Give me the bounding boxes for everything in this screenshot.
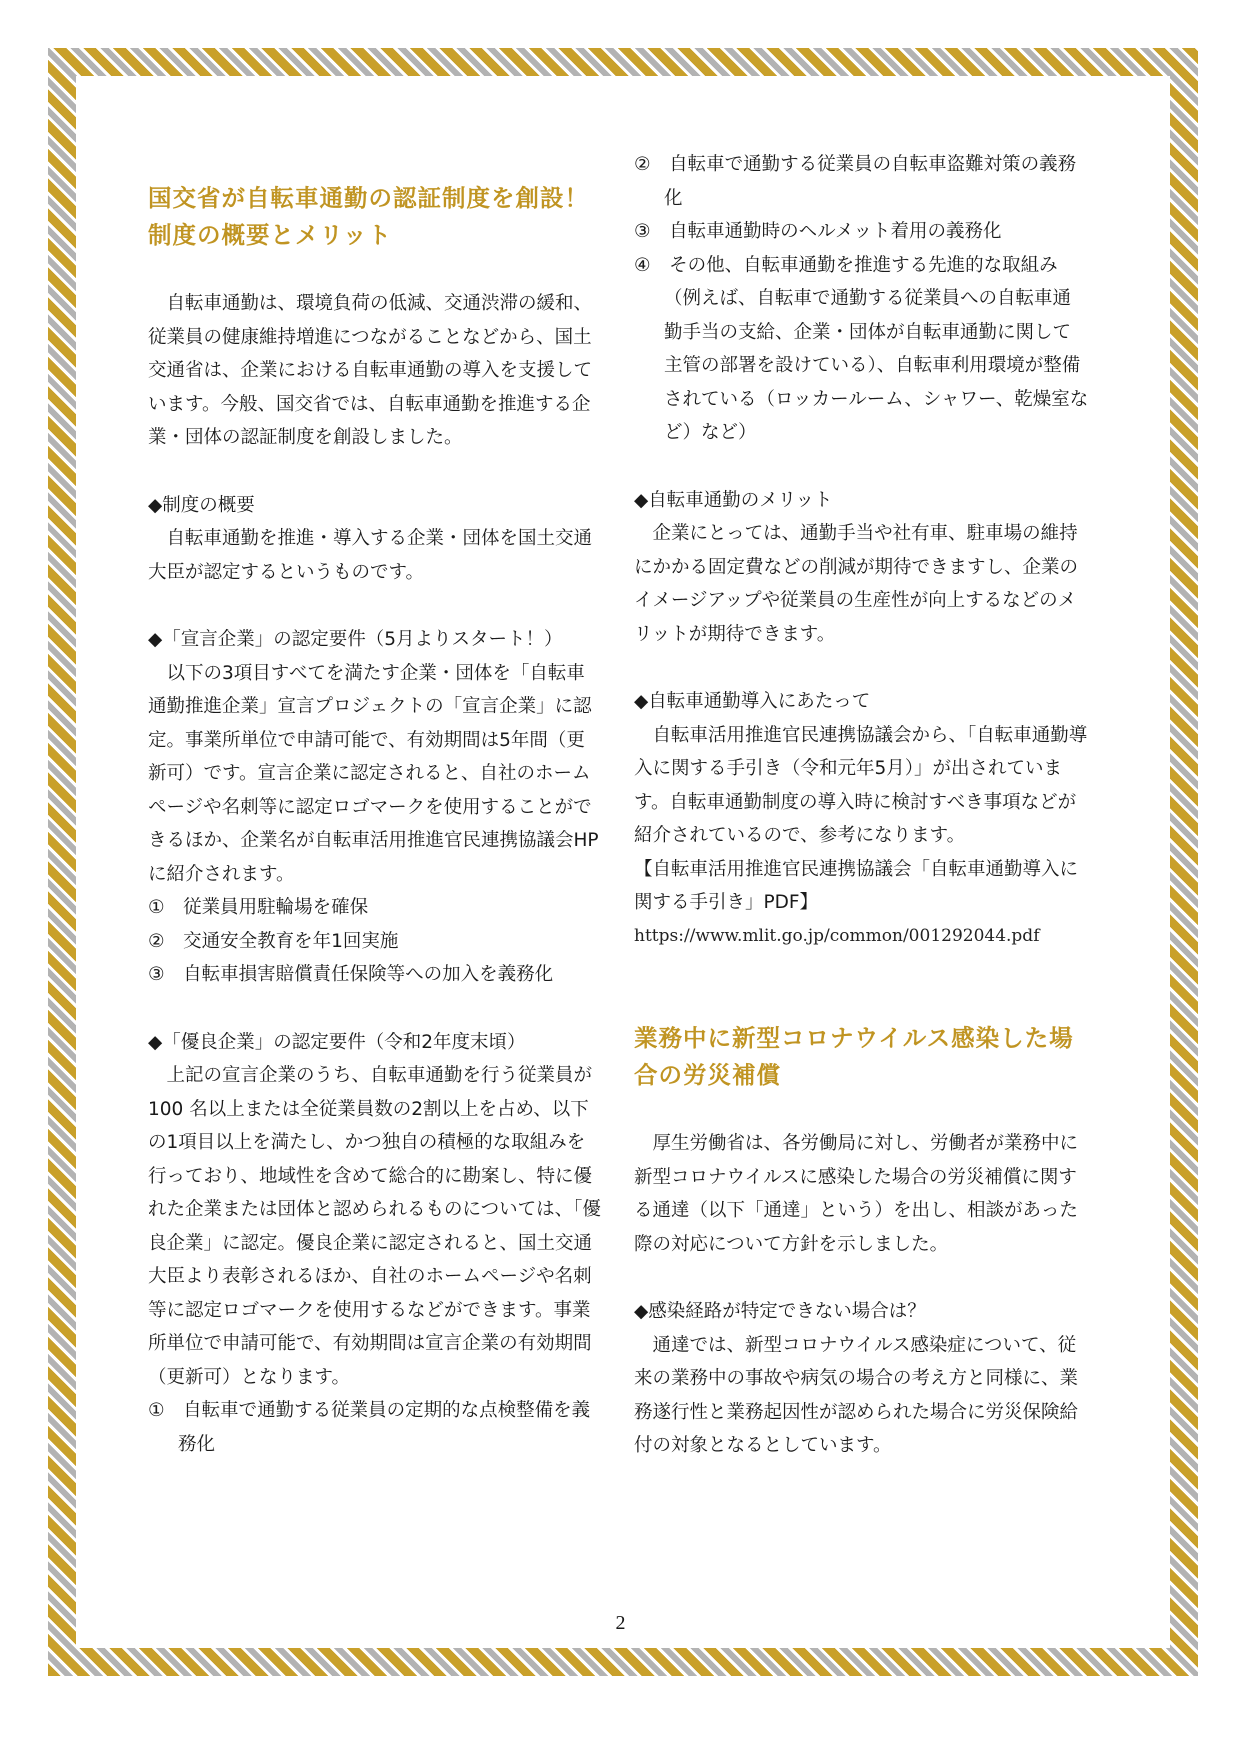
section-heading-sengen: ◆「宣言企業」の認定要件（5月よりスタート！）: [148, 629, 563, 650]
left-column: [148, 180, 603, 1461]
page-number: 2: [615, 1612, 626, 1634]
introduction-paragraph: 自転車活用推進官民連携協議会から、「自転車通勤導入に関する手引き（令和元年5月）」が出されています。自転車通勤制度の導入時に検討すべき事項などが紹介されているので、参考になります。: [634, 724, 1088, 846]
article-title-bicycle: 国交省が自転車通勤の認証制度を創設！ 制度の概要とメリット: [148, 184, 589, 249]
reference-title: 【自転車活用推進官民連携協議会「自転車通勤導入に関する手引き」PDF】: [634, 858, 1079, 913]
section-heading-merit: ◆自転車通勤のメリット: [634, 489, 833, 511]
intro-paragraph: 自転車通勤は、環境負荷の低減、交通渋滞の緩和、従業員の健康維持増進につながることなどから、国土交通省は、企業における自転車通勤の導入を支援しています。今般、国交省では、自転車通勤を推進する企業・団体の認証制度を創設しました。: [148, 293, 593, 448]
list-item: ① 従業員用駐輪場を確保: [148, 897, 369, 918]
right-column: [634, 148, 1089, 1463]
sengen-paragraph: 以下の3項目すべてを満たす企業・団体を「自転車通勤推進企業」宣言プロジェクトの「宣言企業」に認定。事業所単位で申請可能で、有効期間は5年間（更新可）です。宣言企業に認定されると、自社のホームページや名刺等に認定ロゴマークを使用することができるほか、企業名が自転車活用推進官民連携協議会HPに紹介されます。: [148, 662, 599, 885]
list-item: ③ 自転車通勤時のヘルメット着用の義務化: [634, 221, 1002, 242]
list-item: ① 自転車で通勤する従業員の定期的な点検整備を義務化: [148, 1400, 591, 1455]
list-item: ② 自転車で通勤する従業員の自転車盗難対策の義務化: [634, 154, 1077, 209]
route-paragraph: 通達では、新型コロナウイルス感染症について、従来の業務中の事故や病気の場合の考え方と同様に、業務遂行性と業務起因性が認められた場合に労災保険給付の対象となるとしています。: [634, 1334, 1079, 1456]
yuryo-paragraph: 上記の宣言企業のうち、自転車通勤を行う従業員が 100 名以上または全従業員数の2割以上を占め、以下の1項目以上を満たし、かつ独自の積極的な取組みを行っており、地域性を含めて総合的に勘案し、特に優れた企業または団体と認められるものについては、「優良企業」に認定。優良企業に認定されると、国土交通大臣より表彰されるほか、自社のホームページや名刺等に認定ロゴマークを使用するなどができます。事業所単位で申請可能で、有効期間は宣言企業の有効期間（更新可）となります。: [148, 1065, 601, 1388]
list-item: ④ その他、自転車通勤を推進する先進的な取組み（例えば、自転車で通勤する従業員への自転車通勤手当の支給、企業・団体が自転車通勤に関して主管の部署を設けている）、自転車利用環境が整備されている（ロッカールーム、シャワー、乾燥室など）など）: [634, 254, 1089, 443]
section-heading-introduction: ◆自転車通勤導入にあたって: [634, 691, 871, 712]
article-title-corona: 業務中に新型コロナウイルス感染した場合の労災補償: [634, 1024, 1074, 1089]
section-heading-route: ◆感染経路が特定できない場合は？: [634, 1301, 926, 1322]
list-item: ② 交通安全教育を年1回実施: [148, 930, 399, 952]
reference-url[interactable]: https://www.mlit.go.jp/common/001292044.pdf: [634, 925, 1040, 946]
list-item: ③ 自転車損害賠償責任保険等への加入を義務化: [148, 964, 554, 985]
section-heading-overview: ◆制度の概要: [148, 494, 255, 516]
merit-paragraph: 企業にとっては、通勤手当や社有車、駐車場の維持にかかる固定費などの削減が期待できますし、企業のイメージアップや従業員の生産性が向上するなどのメリットが期待できます。: [634, 523, 1079, 645]
corona-paragraph: 厚生労働省は、各労働局に対し、労働者が業務中に新型コロナウイルスに感染した場合の労災補償に関する通達（以下「通達」という）を出し、相談があった際の対応について方針を示しました。: [634, 1133, 1079, 1255]
overview-paragraph: 自転車通勤を推進・導入する企業・団体を国土交通大臣が認定するというものです。: [148, 528, 593, 583]
section-heading-yuryo: ◆「優良企業」の認定要件（令和2年度末頃）: [148, 1031, 526, 1053]
